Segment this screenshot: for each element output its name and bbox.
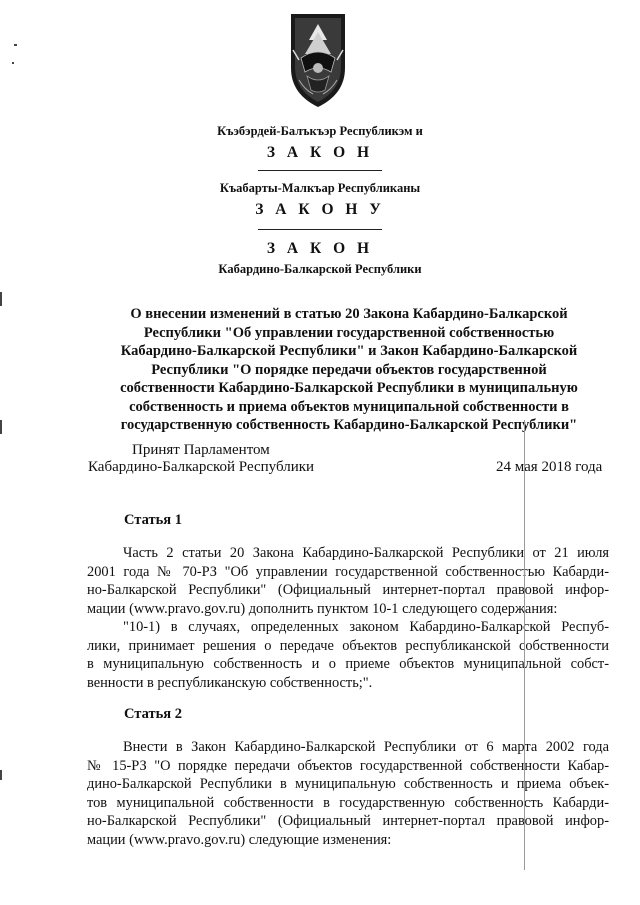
text-line: но-Балкарской Республики" (Официальный интернет-портал правовой инфор-: [87, 582, 609, 598]
law-title: О внесении изменений в статью 20 Закона Кабардино-Балкарской Республики "Об управлении государственной собственностью Кабардино-Балкарской Республики" и Закон Кабардино-Балкарской Республики "О порядке передачи объектов государственной собственности Кабардино-Балкарской Республики в муниципальную собственность и приема объектов муниципальной собственности в государственную собственность Кабардино-Балкарской Республики": [120, 306, 578, 433]
text-line: тов муниципальной собственности в государственную собственность Кабарди-: [87, 794, 609, 811]
divider: [258, 170, 382, 171]
header-line-russian: Кабардино-Балкарской Республики: [218, 262, 422, 276]
text-line: "10-1) в случаях, определенных законом Кабардино-Балкарской Респуб-: [123, 619, 609, 635]
adoption-date: 24 мая 2018 года: [496, 459, 603, 475]
text-line: мации (www.pravo.gov.ru) дополнить пунктом 10-1 следующего содержания:: [87, 600, 558, 617]
scan-speck: [0, 770, 2, 780]
text-line: мации (www.pravo.gov.ru) следующие изменения:: [87, 831, 392, 848]
text-line: лики, принимает решения о передаче объектов республиканской собственности: [87, 637, 609, 654]
article-2-heading: Статья 2: [124, 706, 182, 722]
adopted-by: Принят Парламентом: [132, 442, 270, 458]
header-line-kabardian: Къэбэрдей-Балъкъэр Республикэм и: [217, 124, 423, 138]
text-line: № 15-РЗ "О порядке передачи объектов государственной собственности Кабар-: [87, 757, 609, 774]
divider: [258, 229, 382, 230]
text-line: 2001 года № 70-РЗ "Об управлении государственной собственностью Кабарди-: [87, 563, 609, 580]
scan-artifact-line: [524, 420, 525, 870]
scan-speck: [0, 292, 2, 306]
scan-speck: [12, 62, 14, 64]
header-line-balkar: Къабарты-Малкъар Республиканы: [219, 181, 421, 195]
text-line: но-Балкарской Республики" (Официальный интернет-портал правовой инфор-: [87, 813, 609, 829]
adopted-by-body: Кабардино-Балкарской Республики: [88, 459, 315, 475]
text-line: венности в республиканскую собственность;".: [87, 674, 373, 691]
article-2-paragraph-1: [87, 738, 609, 849]
header-law-russian: З А К О Н: [266, 240, 374, 257]
header-law-kabardian: З А К О Н: [266, 144, 374, 161]
header-law-balkar: З А К О Н У: [255, 201, 385, 218]
text-line: в муниципальную собственность и о приеме объектов муниципальной собст-: [87, 656, 609, 672]
text-line: дино-Балкарской Республики в муниципальную собственность и приема объек-: [87, 776, 609, 792]
scan-speck: [0, 420, 2, 434]
scan-speck: [14, 44, 17, 46]
coat-of-arms-emblem: [285, 10, 351, 110]
text-line: Внести в Закон Кабардино-Балкарской Республики от 6 марта 2002 года: [123, 739, 609, 755]
article-1-paragraph-2: [87, 618, 609, 692]
article-1-paragraph-1: [87, 544, 609, 618]
text-line: Часть 2 статьи 20 Закона Кабардино-Балкарской Республики от 21 июля: [123, 545, 609, 561]
article-1-heading: Статья 1: [124, 512, 182, 528]
